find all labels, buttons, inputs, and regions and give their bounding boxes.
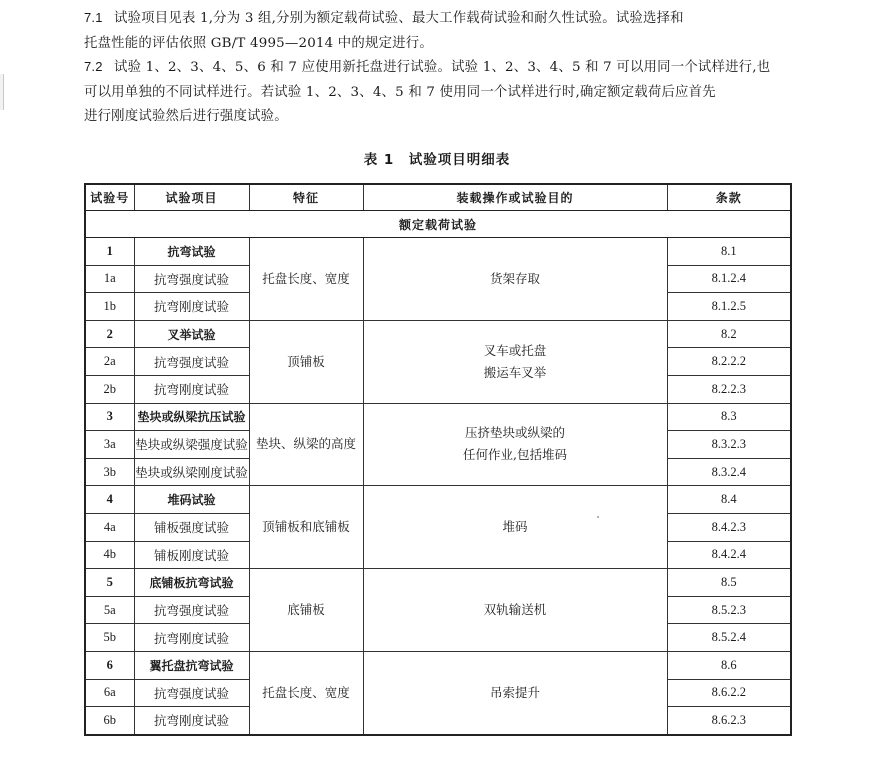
purpose-cell — [363, 403, 667, 486]
table-row — [85, 569, 791, 597]
test-number: 3b — [85, 458, 134, 486]
test-number: 6 — [85, 651, 134, 679]
page-edge-mark — [0, 74, 4, 110]
test-number: 2 — [85, 320, 134, 348]
test-item: 抗弯刚度试验 — [134, 707, 249, 735]
table-row — [85, 403, 791, 431]
clause-ref: 8.6 — [667, 651, 791, 679]
clause-ref: 8.6.2.2 — [667, 679, 791, 707]
test-item: 抗弯刚度试验 — [134, 375, 249, 403]
purpose-cell — [363, 320, 667, 403]
test-number: 6b — [85, 707, 134, 735]
clause-ref: 8.5 — [667, 569, 791, 597]
table-row — [85, 320, 791, 348]
clause-ref: 8.4.2.4 — [667, 541, 791, 569]
clause-ref: 8.5.2.3 — [667, 596, 791, 624]
clause-number: 7.2 — [84, 59, 103, 74]
test-item: 垫块或纵梁强度试验 — [134, 431, 249, 459]
clause-text: 托盘性能的评估依照 GB/T 4995—2014 中的规定进行。 — [84, 35, 433, 51]
test-item: 垫块或纵梁刚度试验 — [134, 458, 249, 486]
test-number: 1a — [85, 265, 134, 293]
purpose-cell — [363, 569, 667, 652]
test-item: 抗弯强度试验 — [134, 265, 249, 293]
clause-ref: 8.5.2.4 — [667, 624, 791, 652]
test-number: 6a — [85, 679, 134, 707]
test-number: 1 — [85, 238, 134, 266]
clause-text: 试验 1、2、3、4、5、6 和 7 应使用新托盘进行试验。试验 1、2、3、4、5 和 7 可以用同一个试样进行,也 — [114, 60, 771, 75]
test-number: 4b — [85, 541, 134, 569]
test-number: 3a — [85, 431, 134, 459]
header-test-item: 试验项目 — [134, 184, 249, 211]
table-caption: 表 1 试验项目明细表 — [363, 152, 511, 168]
test-number: 3 — [85, 403, 134, 431]
test-number: 4 — [85, 486, 134, 514]
purpose-line: 任何作业,包括堆码 — [463, 447, 567, 463]
purpose-line: 搬运车叉举 — [483, 364, 547, 380]
header-purpose: 装载操作或试验目的 — [363, 184, 667, 211]
purpose-cell — [363, 486, 667, 569]
clause-ref: 8.3 — [667, 403, 791, 431]
header-feature: 特征 — [249, 184, 363, 211]
purpose-line: 叉车或托盘 — [483, 342, 547, 358]
purpose-cell — [363, 651, 667, 734]
table-row — [85, 238, 791, 266]
clause-ref: 8.3.2.4 — [667, 458, 791, 486]
clause-7-2-line — [84, 81, 804, 106]
test-number: 1b — [85, 293, 134, 321]
header-clause: 条款 — [667, 184, 791, 211]
feature-cell: 顶铺板 — [249, 320, 363, 403]
test-item: 垫块或纵梁抗压试验 — [134, 403, 249, 431]
clause-ref: 8.1.2.5 — [667, 293, 791, 321]
purpose-line: 吊索提升 — [490, 684, 541, 700]
test-number: 4a — [85, 513, 134, 541]
test-number: 2a — [85, 348, 134, 376]
feature-cell: 托盘长度、宽度 — [249, 651, 363, 734]
purpose-cell — [363, 238, 667, 321]
header-test-no: 试验号 — [85, 184, 134, 211]
test-item: 底铺板抗弯试验 — [134, 569, 249, 597]
test-item: 抗弯试验 — [134, 238, 249, 266]
clause-text: 进行刚度试验然后进行强度试验。 — [84, 109, 288, 124]
test-number: 2b — [85, 375, 134, 403]
table-row — [85, 486, 791, 514]
clause-7-2-line — [84, 105, 804, 130]
clause-ref: 8.3.2.3 — [667, 431, 791, 459]
clause-7-2 — [84, 55, 804, 130]
purpose-line: 压挤垫块或纵梁的 — [465, 425, 566, 441]
test-number: 5a — [85, 596, 134, 624]
clause-ref: 8.4 — [667, 486, 791, 514]
clause-number: 7.1 — [84, 10, 103, 25]
feature-cell: 底铺板 — [249, 569, 363, 652]
table-header-row — [85, 184, 791, 211]
feature-cell: 顶铺板和底铺板 — [249, 486, 363, 569]
feature-cell: 垫块、纵梁的高度 — [249, 403, 363, 486]
group-title: 额定载荷试验 — [85, 211, 791, 238]
purpose-line: 堆码 — [502, 519, 528, 535]
clause-ref: 8.6.2.3 — [667, 707, 791, 735]
clause-text: 试验项目见表 1,分为 3 组,分别为额定载荷试验、最大工作载荷试验和耐久性试验。试验选择和 — [114, 11, 684, 26]
clause-7-1-line — [84, 32, 804, 57]
clause-7-1-line — [84, 6, 804, 32]
group-row — [85, 211, 791, 238]
test-item: 铺板强度试验 — [134, 513, 249, 541]
test-number: 5b — [85, 624, 134, 652]
feature-cell: 托盘长度、宽度 — [249, 238, 363, 321]
test-item: 抗弯刚度试验 — [134, 624, 249, 652]
test-item: 抗弯强度试验 — [134, 596, 249, 624]
test-item: 抗弯刚度试验 — [134, 293, 249, 321]
clause-ref: 8.2 — [667, 320, 791, 348]
test-item: 抗弯强度试验 — [134, 679, 249, 707]
purpose-line: 货架存取 — [490, 270, 541, 286]
test-item: 堆码试验 — [134, 486, 249, 514]
clause-ref: 8.1 — [667, 238, 791, 266]
table-row — [85, 651, 791, 679]
test-item: 叉举试验 — [134, 320, 249, 348]
test-item: 铺板刚度试验 — [134, 541, 249, 569]
scan-speck — [597, 516, 599, 518]
test-number: 5 — [85, 569, 134, 597]
clause-ref: 8.1.2.4 — [667, 265, 791, 293]
purpose-line: 双轨输送机 — [483, 602, 547, 618]
test-item: 翼托盘抗弯试验 — [134, 651, 249, 679]
clause-ref: 8.2.2.3 — [667, 375, 791, 403]
clause-7-2-line — [84, 55, 804, 81]
clause-7-1 — [84, 6, 804, 56]
clause-ref: 8.4.2.3 — [667, 513, 791, 541]
table-body — [85, 211, 791, 735]
clause-ref: 8.2.2.2 — [667, 348, 791, 376]
test-item: 抗弯强度试验 — [134, 348, 249, 376]
test-items-table — [84, 183, 792, 736]
clause-text: 可以用单独的不同试样进行。若试验 1、2、3、4、5 和 7 使用同一个试样进行时,确定额定载荷后应首先 — [84, 84, 716, 100]
